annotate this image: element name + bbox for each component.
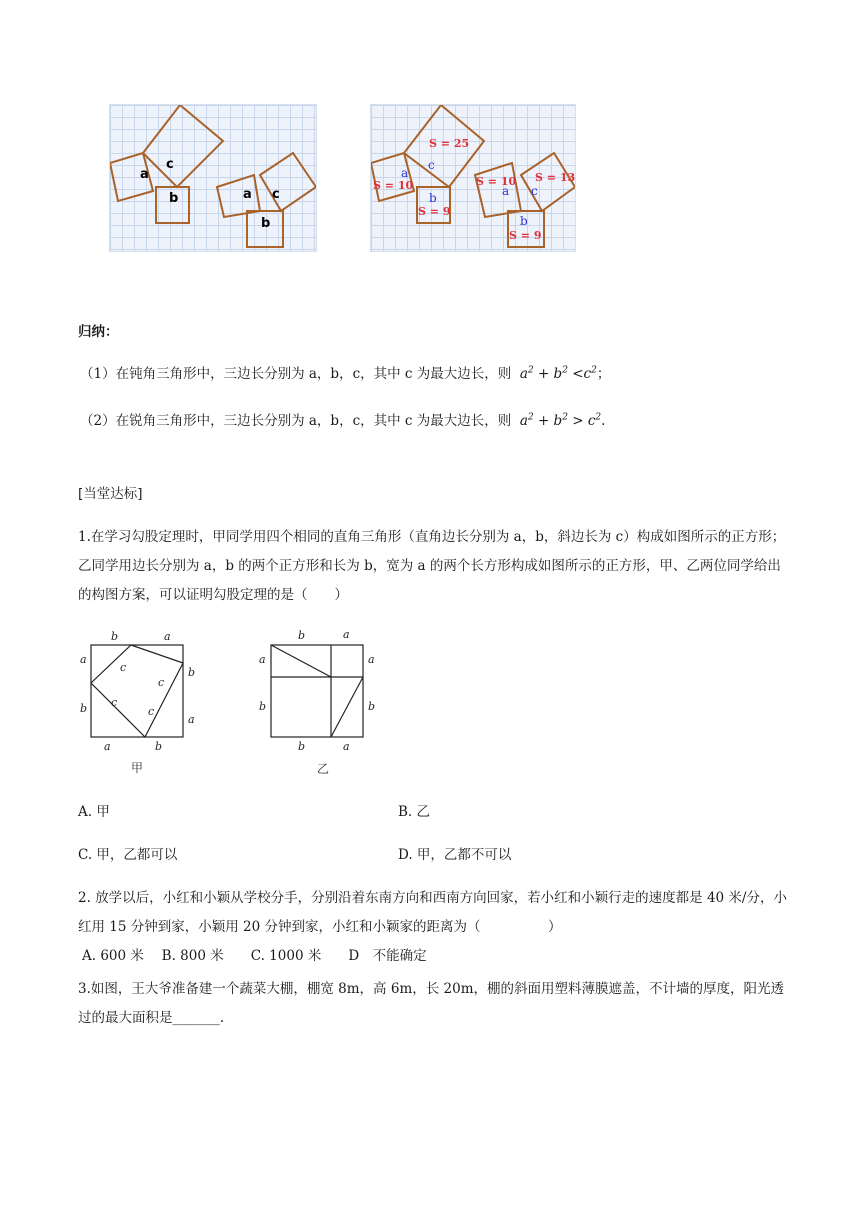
section-title: [当堂达标] [78, 486, 143, 502]
jia-label-c4: c [148, 705, 155, 718]
summary-title: 归纳： [78, 324, 119, 340]
jia-label-right-b: b [188, 666, 196, 679]
fig-left-label-c1: c [166, 157, 174, 172]
figure-left-svg [110, 105, 316, 251]
fig-left-label-b2: b [261, 216, 271, 231]
figure-jia [78, 626, 198, 776]
area-label-5: S = 13 [535, 171, 575, 184]
summary-item-1-formula: $a^2 + b^2 <c^2$ [515, 365, 597, 382]
jia-label-bottom-b: b [155, 740, 163, 753]
area-label-3: S = 9 [418, 205, 451, 218]
jia-label-bottom-a: a [104, 740, 111, 753]
figure-left-grid [109, 104, 317, 252]
jia-label-left-b: b [80, 702, 88, 715]
q1-option-a[interactable]: A. 甲 [78, 804, 110, 820]
fig-right-label-a1: a [401, 166, 409, 180]
yi-label-top-a: a [343, 628, 350, 641]
jia-label-right-a: a [188, 713, 195, 726]
summary-item-1: （1）在钝角三角形中，三边长分别为 a，b，c，其中 c 为最大边长，则 $a^2 + b^2 <c^2$； [80, 365, 611, 382]
jia-inner-square [91, 645, 183, 737]
q1-option-d[interactable]: D. 甲，乙都不可以 [398, 847, 512, 863]
q2-options[interactable]: A. 600 米 B. 800 米 C. 1000 米 D 不能确定 [82, 948, 427, 964]
figure-yi [256, 626, 380, 776]
q1-option-b[interactable]: B. 乙 [398, 804, 431, 820]
fig-right-label-b1: b [429, 191, 437, 205]
fig-right-label-a2: a [502, 184, 510, 198]
q2-text: 2. 放学以后，小红和小颖从学校分手，分别沿着东南方向和西南方向回家，若小红和小颖行走的速度都是 40 米/分，小红用 15 分钟到家，小颖用 20 分钟到家，小红和小颖家的距离为（ ） [78, 890, 787, 935]
yi-label-left-b: b [259, 700, 267, 713]
area-label-1: S = 25 [429, 137, 470, 150]
q1-text: 1.在学习勾股定理时，甲同学用四个相同的直角三角形（直角边长分别为 a，b，斜边长为 c）构成如图所示的正方形；乙同学用边长分别为 a，b 的两个正方形和长为 b，宽为 a 的两个长方形构成如图所示的正方形，甲、乙两位同学给出的构图方案，可以证明勾股定理的是（ ） [78, 529, 786, 603]
summary-item-2-text: （2）在锐角三角形中，三边长分别为 a，b，c，其中 c 为最大边长，则 [80, 413, 512, 429]
fig-right-label-c2: c [531, 184, 538, 198]
square-c-left [143, 105, 223, 187]
q3-text: 3.如图，王大爷准备建一个蔬菜大棚，棚宽 8m，高 6m，长 20m，棚的斜面用塑料薄膜遮盖，不计墙的厚度，阳光透过的最大面积是_______. [78, 981, 785, 1026]
jia-label-c1: c [120, 661, 127, 674]
summary-item-2-formula: $a^2 + b^2 > c^2$ [515, 412, 602, 429]
yi-caption: 乙 [317, 762, 330, 776]
jia-label-top-b: b [111, 630, 119, 643]
yi-outer-square [271, 645, 363, 737]
summary-item-2-rel: > [567, 413, 584, 429]
jia-label-top-a: a [164, 630, 171, 643]
jia-caption: 甲 [131, 761, 144, 775]
fig-left-label-a2: a [243, 187, 252, 202]
square-c-right [260, 153, 316, 211]
fig-left-label-c2: c [272, 187, 280, 202]
figure-right-grid [370, 104, 576, 252]
area-label-4: S = 10 [476, 175, 517, 188]
jia-label-c2: c [158, 676, 165, 689]
yi-diagonal-1 [271, 645, 331, 677]
q1-option-c[interactable]: C. 甲，乙都可以 [78, 847, 178, 863]
jia-label-left-a: a [80, 653, 87, 666]
area-label-6: S = 9 [509, 229, 542, 242]
figure-right-svg [371, 105, 575, 251]
fig-right-label-b2: b [520, 214, 528, 228]
area-label-2: S = 10 [373, 179, 414, 192]
fig-right-label-c1: c [428, 158, 435, 172]
fig-left-label-b1: b [169, 191, 179, 206]
yi-label-bottom-b: b [298, 740, 306, 753]
summary-item-1-text: （1）在钝角三角形中，三边长分别为 a，b，c，其中 c 为最大边长，则 [80, 366, 512, 382]
yi-diagonal-2 [331, 677, 363, 737]
yi-label-bottom-a: a [343, 740, 350, 753]
yi-label-right-b: b [368, 700, 376, 713]
jia-label-c3: c [111, 696, 118, 709]
r-square-a-right [475, 163, 521, 217]
summary-item-1-rel: < [567, 366, 584, 382]
yi-label-right-a: a [368, 653, 375, 666]
fig-left-label-a1: a [140, 167, 149, 182]
yi-label-top-b: b [298, 629, 306, 642]
summary-item-2: （2）在锐角三角形中，三边长分别为 a，b，c，其中 c 为最大边长，则 $a^2 + b^2 > c^2$. [80, 412, 606, 429]
yi-label-left-a: a [259, 653, 266, 666]
